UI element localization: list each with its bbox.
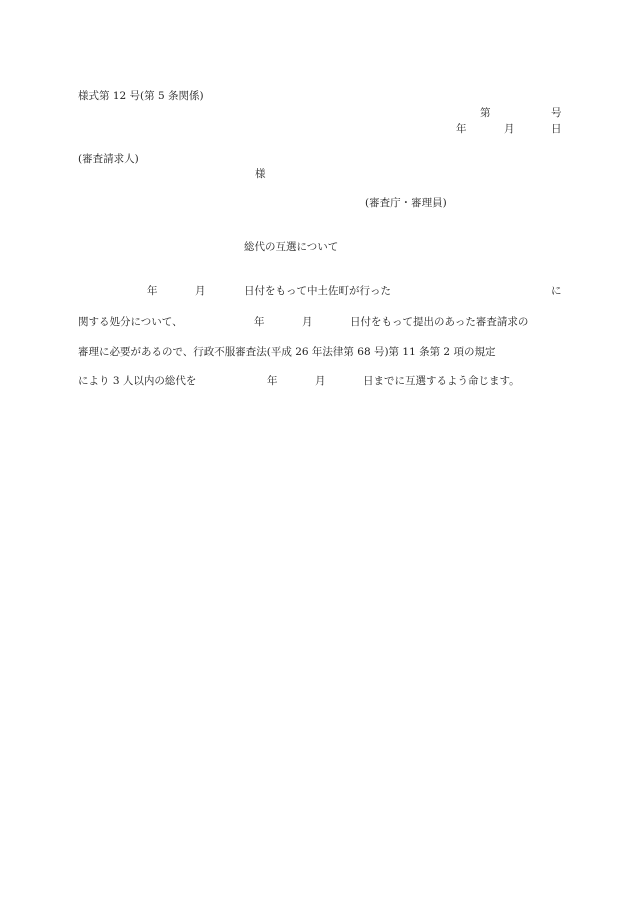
doc-number-prefix: 第 (480, 107, 491, 119)
line4-text1: により 3 人以内の総代を (78, 375, 197, 387)
line1-text: 日付をもって中土佐町が行った (244, 285, 391, 297)
line4-month: 月 (315, 375, 326, 387)
line2-month: 月 (302, 316, 313, 328)
line3-text: 審理に必要があるので、行政不服審査法(平成 26 年法律第 68 号)第 11 条第 2 項の規定 (78, 346, 496, 358)
line1-month: 月 (195, 285, 206, 297)
line1-year: 年 (147, 285, 158, 297)
doc-number-suffix: 号 (551, 107, 562, 119)
line4-text2: 日までに互選するよう命じます。 (363, 375, 520, 387)
line2-text1: 関する処分について、 (78, 316, 183, 328)
line2-year: 年 (254, 316, 265, 328)
honorific: 様 (255, 168, 266, 180)
authority-label: (審査庁・審理員) (365, 197, 447, 209)
requester-label: (審査請求人) (78, 153, 139, 165)
form-number: 様式第 12 号(第 5 条関係) (78, 90, 204, 102)
document-title: 総代の互選について (244, 241, 339, 253)
line4-year: 年 (267, 375, 278, 387)
line2-text2: 日付をもって提出のあった審査請求の (350, 316, 529, 328)
date-year: 年 (456, 123, 467, 135)
line1-end: に (551, 285, 562, 297)
date-month: 月 (504, 123, 515, 135)
date-day: 日 (551, 123, 562, 135)
